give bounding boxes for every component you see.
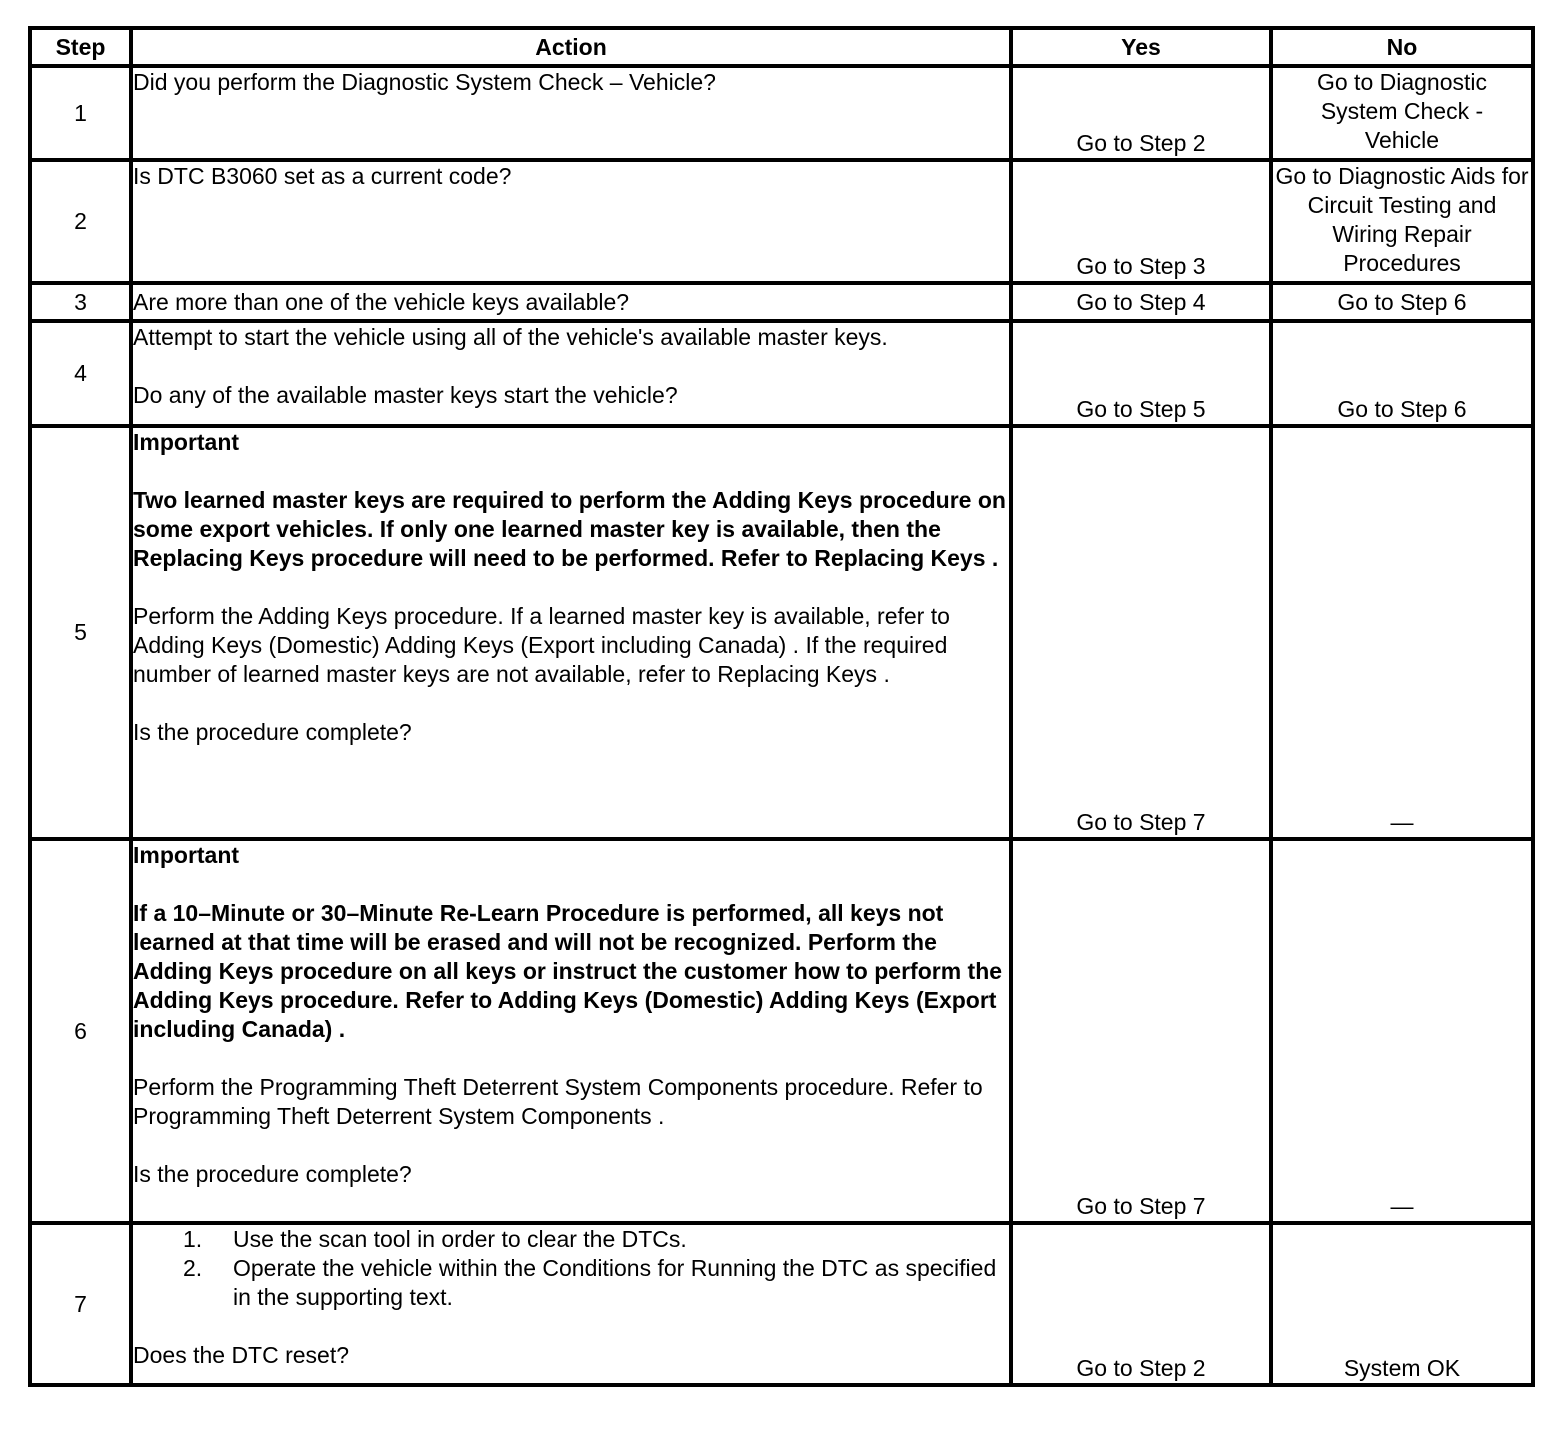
no-cell: Go to Diagnostic System Check - Vehicle xyxy=(1271,66,1533,160)
spacer xyxy=(133,1312,1009,1341)
no-cell: Go to Diagnostic Aids for Circuit Testing and Wiring Repair Procedures xyxy=(1271,160,1533,283)
action-instruction: Attempt to start the vehicle using all of the vehicle's available master keys. xyxy=(133,324,888,350)
list-item xyxy=(183,1254,1009,1312)
table-row-step-4 xyxy=(30,321,1533,426)
action-question: Does the DTC reset? xyxy=(133,1342,350,1368)
spacer xyxy=(133,870,1009,899)
header-yes: Yes xyxy=(1011,28,1271,66)
spacer xyxy=(133,352,1009,381)
important-text: If a 10–Minute or 30–Minute Re-Learn Procedure is performed, all keys not learned at that time will be erased and will not be recognized. Perform the Adding Keys procedure on all keys or instruct the customer how to perform the Adding Keys procedure. Refer to Adding Keys (Domestic) Adding Keys (Export including Canada) . xyxy=(133,900,1003,1042)
list-item-number: 2. xyxy=(183,1255,203,1281)
no-cell: — xyxy=(1271,426,1533,839)
action-cell xyxy=(131,426,1011,839)
header-action: Action xyxy=(131,28,1011,66)
list-item-text: Use the scan tool in order to clear the DTCs. xyxy=(233,1226,687,1252)
yes-cell: Go to Step 4 xyxy=(1011,283,1271,321)
action-cell xyxy=(131,160,1011,283)
yes-cell: Go to Step 2 xyxy=(1011,66,1271,160)
yes-cell: Go to Step 7 xyxy=(1011,839,1271,1223)
spacer xyxy=(133,573,1009,602)
no-cell: System OK xyxy=(1271,1223,1533,1385)
table-row-step-3 xyxy=(30,283,1533,321)
step-number: 6 xyxy=(30,839,131,1223)
action-question: Is the procedure complete? xyxy=(133,1161,412,1187)
important-title: Important xyxy=(133,429,240,455)
spacer xyxy=(133,1044,1009,1073)
yes-cell: Go to Step 5 xyxy=(1011,321,1271,426)
action-cell xyxy=(131,283,1011,321)
action-cell xyxy=(131,1223,1011,1385)
table-row-step-2 xyxy=(30,160,1533,283)
action-cell xyxy=(131,66,1011,160)
yes-cell: Go to Step 7 xyxy=(1011,426,1271,839)
table-row-step-6 xyxy=(30,839,1533,1223)
list-item xyxy=(183,1225,1009,1254)
action-question: Did you perform the Diagnostic System Check – Vehicle? xyxy=(133,69,716,95)
important-title: Important xyxy=(133,842,240,868)
action-question: Is DTC B3060 set as a current code? xyxy=(133,163,512,189)
no-cell: — xyxy=(1271,839,1533,1223)
spacer xyxy=(133,689,1009,718)
spacer xyxy=(133,457,1009,486)
diagnostic-table xyxy=(28,26,1535,1387)
yes-cell: Go to Step 3 xyxy=(1011,160,1271,283)
action-cell xyxy=(131,321,1011,426)
action-question: Do any of the available master keys start the vehicle? xyxy=(133,382,678,408)
step-number: 1 xyxy=(30,66,131,160)
header-step: Step xyxy=(30,28,131,66)
table-row-step-1 xyxy=(30,66,1533,160)
list-item-number: 1. xyxy=(183,1226,203,1252)
action-instruction: Perform the Programming Theft Deterrent System Components procedure. Refer to Programming Theft Deterrent System Components . xyxy=(133,1074,983,1129)
table-row-step-7 xyxy=(30,1223,1533,1385)
no-cell: Go to Step 6 xyxy=(1271,283,1533,321)
step-number: 5 xyxy=(30,426,131,839)
header-no: No xyxy=(1271,28,1533,66)
step-number: 4 xyxy=(30,321,131,426)
step-number: 2 xyxy=(30,160,131,283)
spacer xyxy=(133,1131,1009,1160)
action-question: Are more than one of the vehicle keys available? xyxy=(133,288,630,315)
numbered-list xyxy=(133,1225,1009,1312)
no-cell: Go to Step 6 xyxy=(1271,321,1533,426)
table-row-step-5 xyxy=(30,426,1533,839)
header-row xyxy=(30,28,1533,66)
action-cell xyxy=(131,839,1011,1223)
action-question: Is the procedure complete? xyxy=(133,719,412,745)
list-item-text: Operate the vehicle within the Conditions for Running the DTC as specified in the supporting text. xyxy=(233,1255,997,1310)
yes-cell: Go to Step 2 xyxy=(1011,1223,1271,1385)
step-number: 3 xyxy=(30,283,131,321)
step-number: 7 xyxy=(30,1223,131,1385)
important-text: Two learned master keys are required to perform the Adding Keys procedure on some export vehicles. If only one learned master key is available, then the Replacing Keys procedure will need to be performed. Refer to Replacing Keys . xyxy=(133,487,1006,571)
action-instruction: Perform the Adding Keys procedure. If a learned master key is available, refer to Adding Keys (Domestic) Adding Keys (Export including Canada) . If the required number of learned master keys are not available, refer to Replacing Keys . xyxy=(133,603,950,687)
